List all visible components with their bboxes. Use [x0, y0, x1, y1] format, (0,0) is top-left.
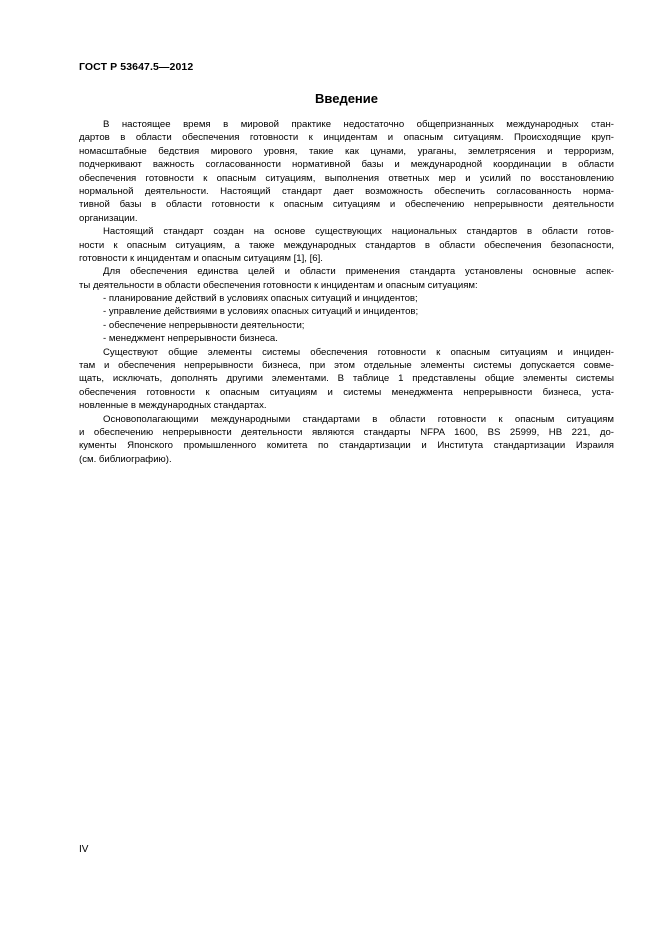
paragraph-line: Настоящий стандарт создан на основе существующих национальных стандартов в области готов- — [103, 226, 614, 238]
paragraph-line: организации. — [79, 212, 138, 224]
paragraph-line: кументы Японского промышленного комитета по стандартизации и Института стандартизации Израиля — [79, 440, 614, 452]
paragraph-line: В настоящее время в мировой практике недостаточно общепризнанных международных стан- — [103, 119, 614, 130]
paragraph-line: обеспечения готовности к опасным ситуациям и системы менеджмента непрерывности бизнеса, уста- — [79, 386, 614, 398]
paragraph-line: ты деятельности в области обеспечения готовности к инцидентам и опасным ситуациям: — [79, 279, 478, 291]
paragraph-line: нормальной деятельности. Настоящий стандарт дает возможность обеспечить согласованность норма- — [79, 185, 614, 197]
list-item: - менеджмент непрерывности бизнеса. — [103, 333, 278, 345]
introduction-text — [79, 118, 614, 466]
paragraph-line: новленные в международных стандартах. — [79, 400, 267, 412]
text-lines — [79, 118, 614, 466]
paragraph-line: и обеспечению непрерывности деятельности являются стандарты NFPA 1600, BS 25999, HB 221, до- — [79, 426, 614, 438]
paragraph-line: Основополагающими международными стандартами в области готовности к опасным ситуациям — [103, 413, 614, 425]
paragraph-line: щать, исключать, дополнять другими элементами. В таблице 1 представлены общие элементы системы — [79, 373, 614, 385]
list-item: - планирование действий в условиях опасных ситуаций и инцидентов; — [103, 293, 418, 305]
paragraph-line: ности к опасным ситуациям, а также международных стандартов в области обеспечения безопасности, — [79, 239, 614, 251]
document-header: ГОСТ Р 53647.5—2012 — [79, 61, 194, 73]
paragraph-line: (см. библиографию). — [79, 453, 172, 465]
paragraph-line: там и обеспечения непрерывности бизнеса, при этом отдельные элементы системы допускается совме- — [79, 360, 614, 372]
section-title: Введение — [315, 91, 378, 106]
list-item: - управление действиями в условиях опасных ситуаций и инцидентов; — [103, 306, 419, 318]
paragraph-line: обеспечения готовности к опасным ситуациям, выполнения ответных мер и усилий по восстановлению — [79, 172, 614, 184]
paragraph-line: Существуют общие элементы системы обеспечения готовности к опасным ситуациям и инциден- — [103, 346, 614, 358]
list-item: - обеспечение непрерывности деятельности; — [103, 319, 305, 331]
paragraph-line: тивной базы в области готовности к опасным ситуациям и обеспечению непрерывности деятельности — [79, 199, 614, 211]
paragraph-line: подчеркивают важность согласованности нормативной базы и международной координации в области — [79, 159, 614, 171]
paragraph-line: готовности к инцидентам и опасным ситуациям [1], [6]. — [79, 252, 323, 264]
paragraph-line: номасштабные бедствия мирового уровня, такие как цунами, ураганы, землетрясения и терроризм, — [79, 145, 614, 157]
paragraph-line: дартов в области обеспечения готовности к инцидентам и опасным ситуациям. Происходящие круп- — [79, 132, 614, 144]
paragraph-line: Для обеспечения единства целей и области применения стандарта установлены основные аспек- — [103, 266, 614, 278]
page-number: IV — [79, 844, 89, 855]
